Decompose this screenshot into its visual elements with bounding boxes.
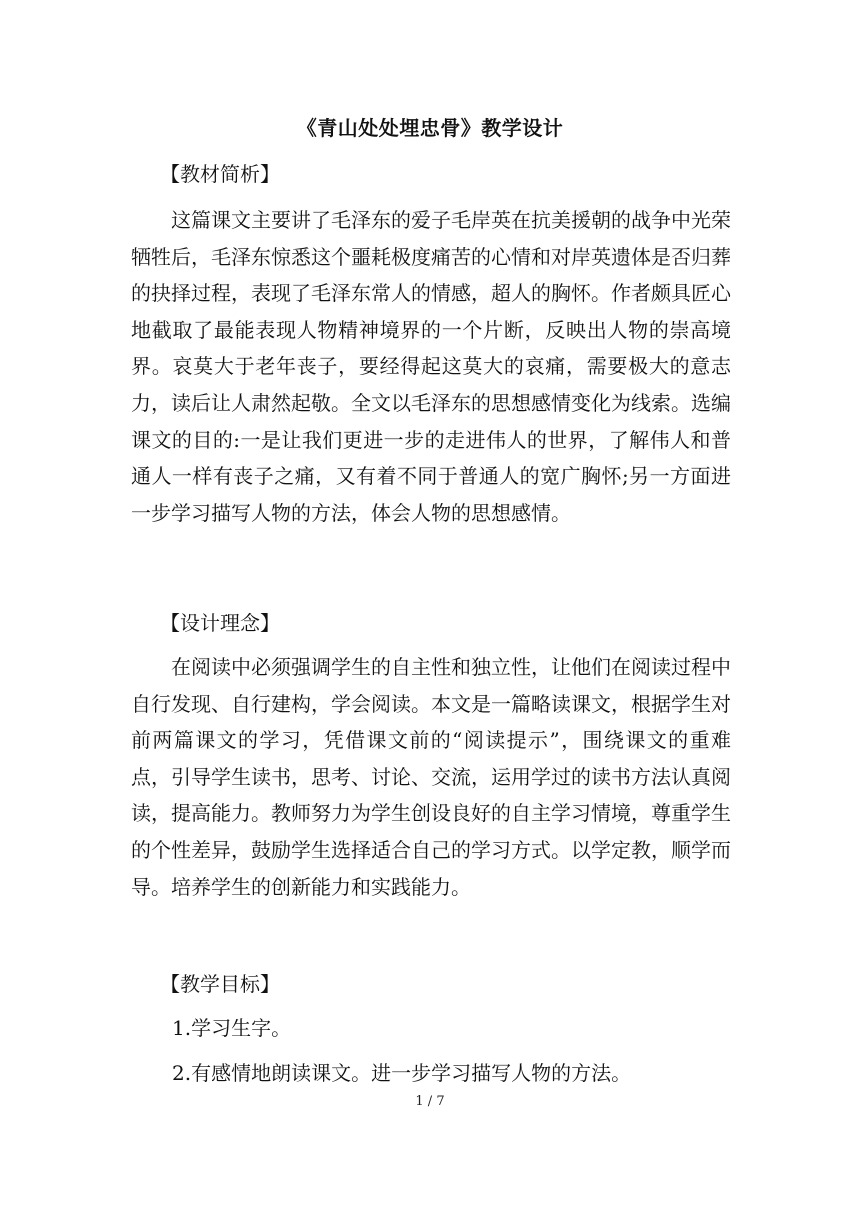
section-body-textbook-analysis: 这篇课文主要讲了毛泽东的爱子毛岸英在抗美援朝的战争中光荣牺牲后，毛泽东惊悉这个噩耗极度痛苦的心情和对岸英遗体是否归葬的抉择过程，表现了毛泽东常人的情感，超人的胸怀。作者颇具匠心地截取了最能表现人物精神境界的一个片断，反映出人物的崇高境界。哀莫大于老年丧子，要经得起这莫大的哀痛，需要极大的意志力，读后让人肃然起敬。全文以毛泽东的思想感情变化为线索。选编课文的目的:一是让我们更进一步的走进伟人的世界，了解伟人和普通人一样有丧子之痛，又有着不同于普通人的宽广胸怀;另一方面进一步学习描写人物的方法，体会人物的思想感情。 <box>131 208 731 525</box>
goal-item: 1.学习生字。 <box>172 1016 292 1040</box>
section-heading-textbook-analysis: 【教材简析】 <box>160 162 280 186</box>
document-title: 《青山处处埋忠骨》教学设计 <box>296 116 564 140</box>
section-heading-teaching-goals: 【教学目标】 <box>160 972 280 996</box>
section-body-design-concept: 在阅读中必须强调学生的自主性和独立性，让他们在阅读过程中自行发现、自行建构，学会阅读。本文是一篇略读课文，根据学生对前两篇课文的学习，凭借课文前的“阅读提示”，围绕课文的重难点，引导学生读书，思考、讨论、交流，运用学过的读书方法认真阅读，提高能力。教师努力为学生创设良好的自主学习情境，尊重学生的个性差异，鼓励学生选择适合自己的学习方式。以学定教，顺学而导。培养学生的创新能力和实践能力。 <box>131 655 731 899</box>
section-heading-design-concept: 【设计理念】 <box>160 611 280 635</box>
page-number: 1 / 7 <box>415 1094 445 1109</box>
goal-item: 2.有感情地朗读课文。进一步学习描写人物的方法。 <box>172 1061 632 1085</box>
